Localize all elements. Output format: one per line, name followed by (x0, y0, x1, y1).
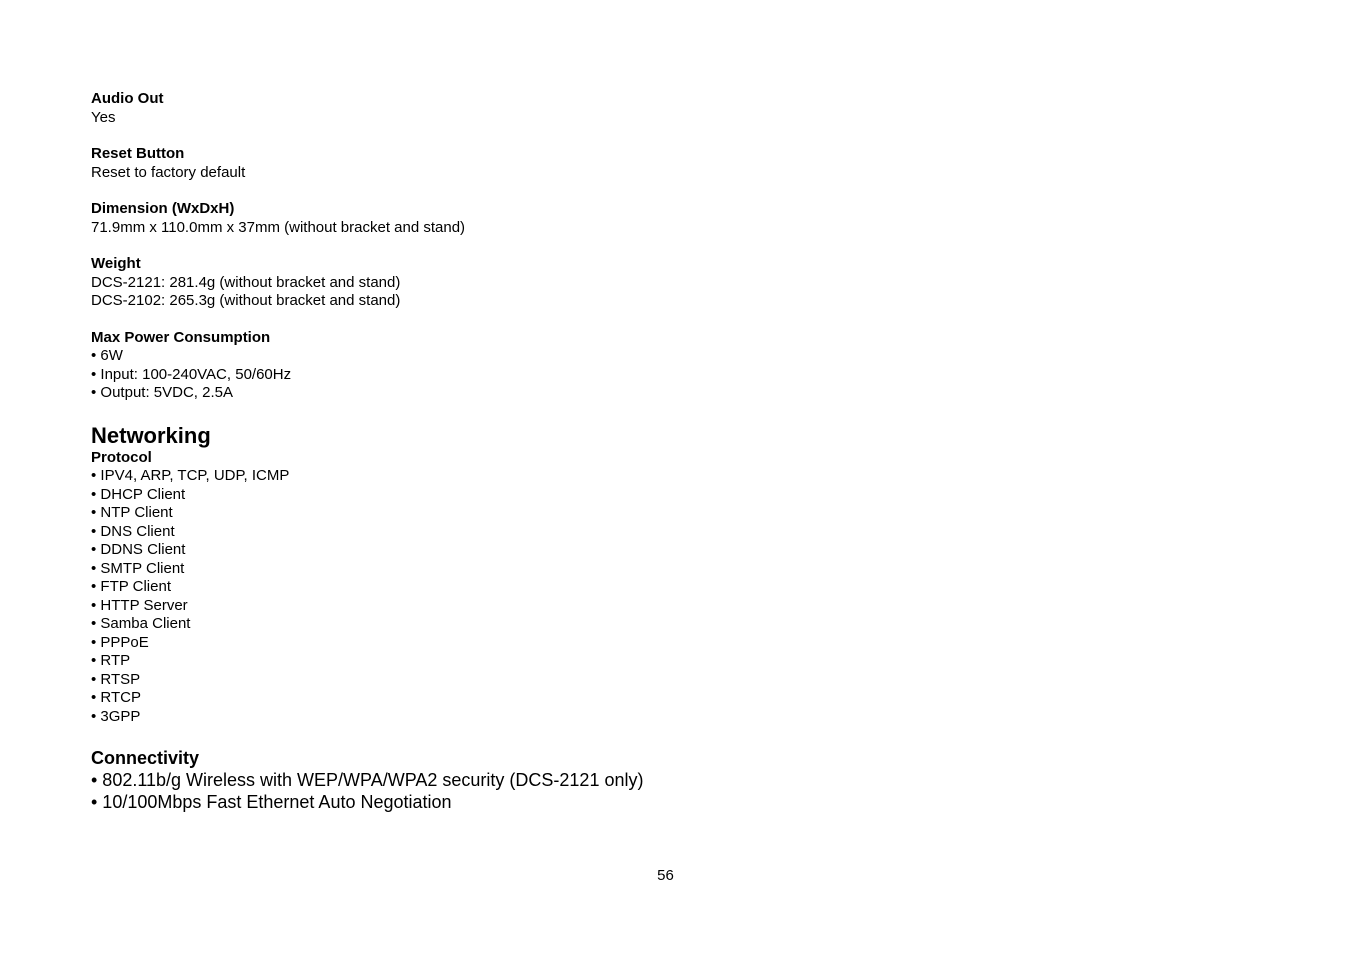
protocol-item: • RTSP (91, 670, 141, 688)
protocol-item: • DHCP Client (91, 485, 186, 503)
protocol-item: • DDNS Client (91, 541, 186, 558)
protocol-item: • RTCP (91, 689, 141, 706)
spec-connectivity (91, 769, 1251, 813)
protocol-item: • 3GPP (91, 707, 141, 725)
spec-max-power (91, 329, 1251, 403)
section-line: DCS-2102: 265.3g (without bracket and stand) (91, 292, 401, 309)
section-line: Yes (91, 108, 116, 126)
section-title: Dimension (WxDxH) (91, 200, 235, 217)
protocol-item: • DNS Client (91, 522, 175, 540)
section-title: Reset Button (91, 145, 185, 162)
section-line: • 6W (91, 347, 123, 364)
page-number: 56 (657, 867, 674, 884)
protocol-item: • IPV4, ARP, TCP, UDP, ICMP (91, 467, 290, 484)
protocol-title: Protocol (91, 448, 152, 466)
spec-audio-out (91, 90, 1251, 127)
protocol-item: • FTP Client (91, 578, 171, 595)
document-body (91, 90, 1251, 813)
protocol-item: • HTTP Server (91, 596, 188, 614)
protocol-item: • PPPoE (91, 633, 149, 651)
section-line: • Input: 100-240VAC, 50/60Hz (91, 365, 292, 383)
spec-dimension (91, 200, 1251, 237)
section-title: Weight (91, 255, 141, 272)
section-line: • Output: 5VDC, 2.5A (91, 384, 233, 401)
section-line: DCS-2121: 281.4g (without bracket and stand) (91, 273, 401, 291)
section-title: Audio Out (91, 90, 164, 107)
connectivity-item: • 802.11b/g Wireless with WEP/WPA/WPA2 security (DCS-2121 only) (91, 770, 644, 790)
connectivity-heading: Connectivity (91, 748, 200, 768)
protocol-item: • SMTP Client (91, 559, 185, 577)
section-title: Max Power Consumption (91, 328, 271, 346)
connectivity-item: • 10/100Mbps Fast Ethernet Auto Negotiation (91, 792, 452, 812)
spec-reset-button (91, 145, 1251, 182)
section-line: 71.9mm x 110.0mm x 37mm (without bracket and stand) (91, 218, 466, 236)
spec-protocol (91, 449, 1251, 727)
section-line: Reset to factory default (91, 163, 246, 181)
protocol-item: • NTP Client (91, 504, 173, 521)
spec-weight (91, 255, 1251, 311)
protocol-item: • RTP (91, 652, 131, 669)
networking-heading: Networking (91, 422, 211, 448)
protocol-item: • Samba Client (91, 615, 191, 632)
